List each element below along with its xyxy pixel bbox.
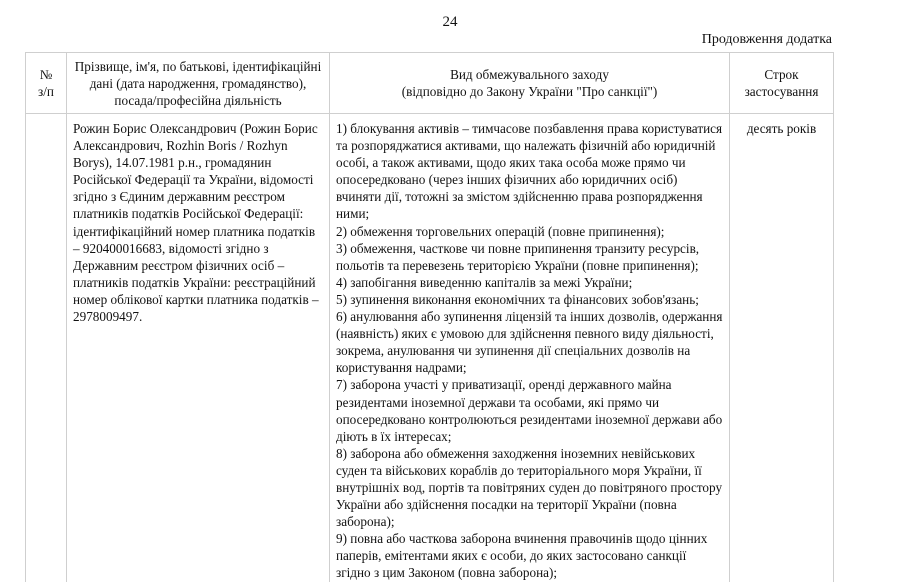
table-header-row (26, 53, 834, 114)
header-measure-text: Вид обмежувального заходу (відповідно до Закону України "Про санкції") (401, 67, 658, 99)
measure-item: 3) обмеження, часткове чи повне припинення транзиту ресурсів, польотів та перевезень територією України (повне припинення); (336, 240, 700, 273)
measures-cell (330, 114, 730, 582)
measure-item: 4) запобігання виведенню капіталів за межі України; (336, 274, 633, 290)
header-number (26, 53, 67, 114)
table-row (26, 114, 834, 582)
row-number-cell (26, 114, 67, 582)
header-number-text: № з/п (38, 67, 54, 99)
header-person (67, 53, 330, 114)
measure-item: 9) повна або часткова заборона вчинення правочинів щодо цінних паперів, емітентами яких є особи, до яких застосовано санкції згідно з цим Законом (повна заборона); (336, 531, 708, 581)
sanctions-table (25, 52, 834, 582)
header-measure (330, 53, 730, 114)
term-cell: десять років (730, 114, 834, 582)
measure-item: 2) обмеження торговельних операцій (повне припинення); (336, 223, 665, 239)
measure-item: 6) анулювання або зупинення ліцензій та інших дозволів, одержання (наявність) яких є умовою для здійснення певного виду діяльності, зокрема, анулювання чи зупинення дії спеціальних дозволів на користування надрами; (336, 309, 723, 376)
header-person-text: Прізвище, ім'я, по батькові, ідентифікаційні дані (дата народження, громадянство), посада/професійна діяльність (74, 58, 322, 108)
page-number: 24 (442, 14, 458, 30)
measure-item: 1) блокування активів – тимчасове позбавлення права користуватися та розпоряджатися активами, що належать фізичній або юридичній особі, а також активами, щодо яких така особа може прямо чи опосередковано (через інших фізичних або юридичних осіб) вчиняти дії, тотожні за змістом здійсненню права розпорядження ними; (336, 121, 723, 222)
measure-item: 5) зупинення виконання економічних та фінансових зобов'язань; (336, 291, 699, 307)
header-term (730, 53, 834, 114)
header-term-text: Строк застосування (744, 67, 819, 99)
continuation-label: Продовження додатка (701, 32, 832, 47)
measure-item: 8) заборона або обмеження заходження іноземних невійськових суден та військових кораблів до територіального моря України, її внутрішніх вод, портів та повітряних суден до повітряного простору України або здійснення посадки на території України (повна заборона); (336, 445, 723, 530)
measure-item: 7) заборона участі у приватизації, оренді державного майна резидентами іноземної держави та особами, які прямо чи опосередковано контролюються резидентами іноземної держави або діють в їх інтересах; (336, 377, 723, 444)
person-details: Рожин Борис Олександрович (Рожин Борис Александрович, Rozhin Boris / Rozhyn Borys), 14.07.1981 р.н., громадянин Російської Федерації та України, відомості згідно з Єдиним державним реєстром платників податків Російської Федерації: ідентифікаційний номер платника податків – 920400016683, відомості згідно з Державним реєстром фізичних осіб – платників податків України: реєстраційний номер облікової картки платника податків – 2978009497. (67, 114, 330, 582)
